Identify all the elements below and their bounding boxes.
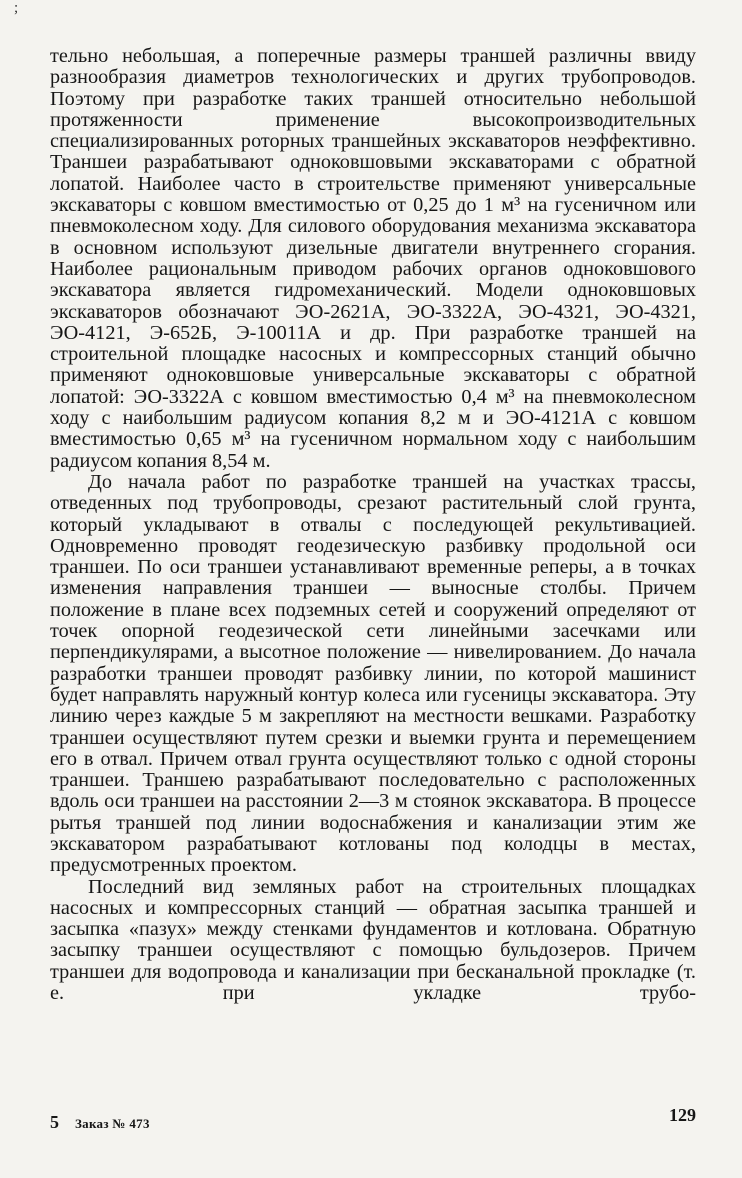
paragraph-3: Последний вид земляных работ на строительных площадках насосных и компрессорных станций — обратная засыпка траншей и засыпка «пазух» между стенками фундаментов и котлована. Обратную засыпку траншеи осуществляют с помощью бульдозеров. Причем траншеи для водопровода и канализации при бесканальной прокладке (т. е. при укладке трубо- bbox=[50, 875, 696, 1005]
body-text bbox=[50, 46, 696, 1004]
page-mark: ; bbox=[14, 0, 19, 16]
signature-mark bbox=[50, 1112, 150, 1133]
signature-number: 5 bbox=[50, 1112, 59, 1132]
page-number: 129 bbox=[669, 1105, 696, 1125]
page-footer bbox=[50, 1105, 696, 1133]
paragraph-2: До начала работ по разработке траншей на участках трассы, отведенных под трубопроводы, срезают растительный слой грунта, который укладывают в отвалы с последующей рекультивацией. Одновременно проводят геодезическую разбивку продольной оси траншеи. По оси траншеи устанавливают временные реперы, а в точках изменения направления траншеи — выносные столбы. Причем положение в плане всех подземных сетей и сооружений определяют от точек опорной геодезической сети линейными засечками или перпендикулярами, а высотное положение — нивелированием. До начала разработки траншеи проводят разбивку линии, по которой машинист будет направлять наружный контур колеса или гусеницы экскаватора. Эту линию через каждые 5 м закрепляют на местности вешками. Разработку траншеи осуществляют путем срезки и выемки грунта и перемещением его в отвал. Причем отвал грунта осуществляют только с одной стороны траншеи. Траншею разрабатывают последовательно с расположенных вдоль оси траншеи на расстоянии 2—3 м стоянок экскаватора. В процессе рытья траншей под линии водоснабжения и канализации этим же экскаватором разрабатывают котлованы под колодцы в местах, предусмотренных проектом. bbox=[50, 470, 696, 877]
order-note: Заказ № 473 bbox=[75, 1116, 150, 1131]
paragraph-1: тельно небольшая, а поперечные размеры траншей различны ввиду разнообразия диаметров технологических и других трубопроводов. Поэтому при разработке таких траншей относительно небольшой протяженности применение высокопроизводительных специализированных роторных траншейных экскаваторов неэффективно. Траншеи разрабатывают одноковшовыми экскаваторами с обратной лопатой. Наиболее часто в строительстве применяют универсальные экскаваторы с ковшом вместимостью от 0,25 до 1 м³ на гусеничном или пневмоколесном ходу. Для силового оборудования механизма экскаватора в основном используют дизельные двигатели внутреннего сгорания. Наиболее рациональным приводом рабочих органов одноковшового экскаватора является гидромеханический. Модели одноковшовых экскаваторов обозначают ЭО-2621А, ЭО-3322А, ЭО-4321, ЭО-4321, ЭО-4121, Э-652Б, Э-10011А и др. При разработке траншей на строительной площадке насосных и компрессорных станций обычно применяют одноковшовые универсальные экскаваторы с обратной лопатой: ЭО-3322А с ковшом вместимостью 0,4 м³ на пневмоколесном ходу с наибольшим радиусом копания 8,2 м и ЭО-4121А с ковшом вместимостью 0,65 м³ на гусеничном нормальном ходу с наибольшим радиусом копания 8,54 м. bbox=[50, 45, 696, 472]
